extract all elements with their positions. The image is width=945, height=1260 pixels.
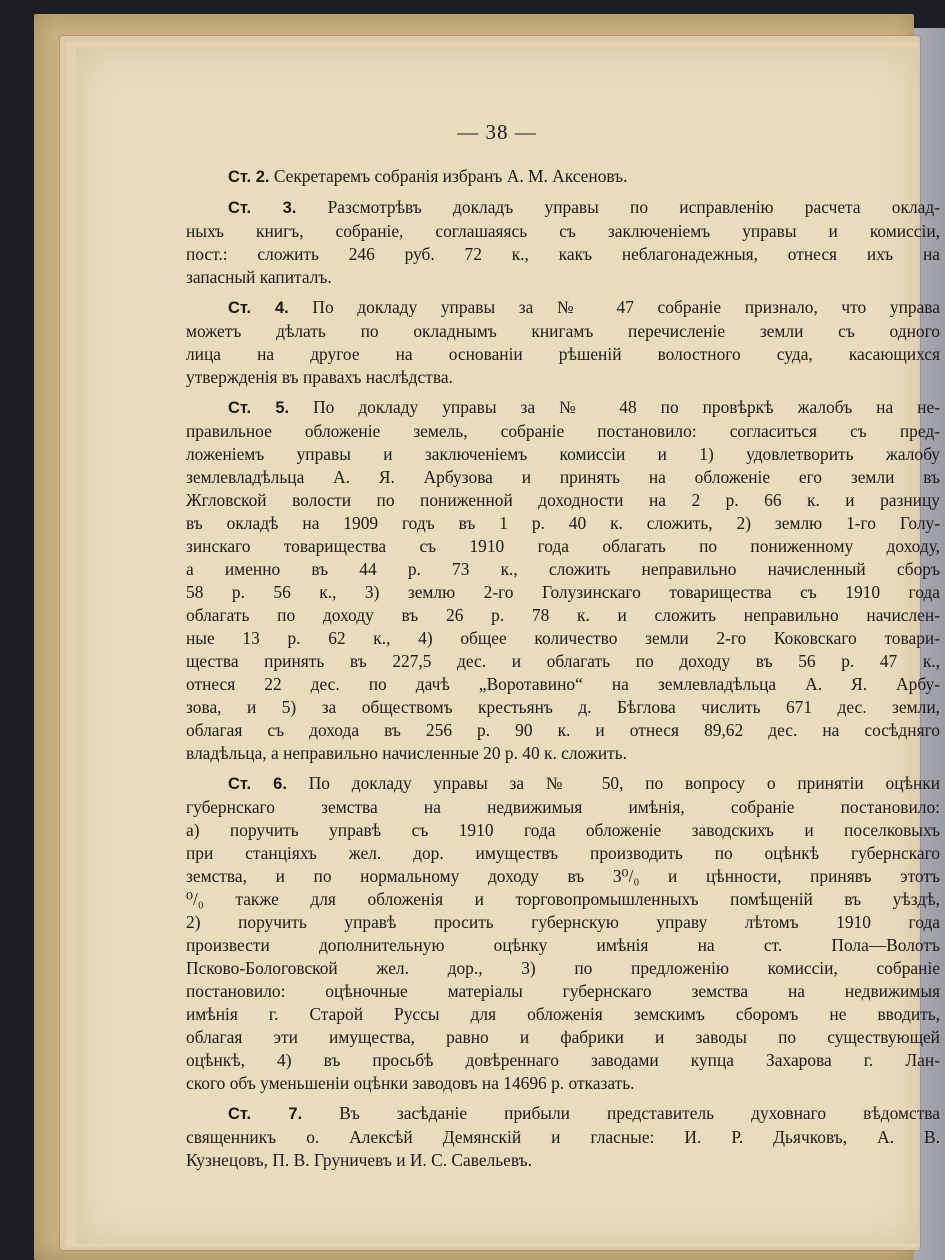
article-label: Ст. 6. — [228, 775, 287, 793]
text-line: ныхъ книгъ, собраніе, соглашаяясь съ заключеніемъ управы и комиссіи, — [186, 221, 940, 241]
text-line: можетъ дѣлать по окладнымъ книгамъ перечисленіе земли съ одного — [186, 321, 940, 341]
text-line: Ст. 7. Въ засѣданіе прибыли представитель духовнаго вѣдомства — [228, 1103, 940, 1123]
page-text — [186, 165, 940, 1179]
text-line: запасный капиталъ. — [186, 267, 332, 287]
text-line: Жгловской волости по пониженной доходности на 2 р. 66 к. и разницу — [186, 490, 940, 510]
text-line: постановило: оцѣночные матеріалы губернскаго земства на недвижимыя — [186, 981, 940, 1001]
text-line: ⁰/₀ также для обложенія и торговопромышленныхъ помѣщеній въ уѣздѣ, — [186, 889, 940, 909]
text-line: щества принять въ 227,5 дес. и облагать по доходу въ 56 р. 47 к., — [186, 651, 940, 671]
text-line: священникъ о. Алексѣй Демянскій и гласные: И. Р. Дьячковъ, А. В. — [186, 1127, 940, 1147]
text-line: 58 р. 56 к., 3) землю 2-го Голузинскаго товарищества съ 1910 года — [186, 582, 940, 602]
text-line: ложеніемъ управы и заключеніемъ комиссіи и 1) удовлетворить жалобу — [186, 444, 940, 464]
text-line: Ст. 6. По докладу управы за № 50, по вопросу о принятіи оцѣнки — [228, 773, 941, 793]
text-line: губернскаго земства на недвижимыя имѣнія, собраніе постановило: — [186, 797, 940, 817]
book-page — [76, 48, 941, 1244]
article-4 — [186, 296, 940, 389]
article-2 — [186, 165, 940, 189]
article-label: Ст. 7. — [228, 1105, 303, 1123]
text-line: облагать по доходу въ 26 р. 78 к. и сложить неправильно начислен- — [186, 605, 940, 625]
article-6 — [186, 772, 940, 1095]
text-line: а) поручить управѣ съ 1910 года обложеніе заводскихъ и поселковыхъ — [186, 820, 940, 840]
text-line: правильное обложеніе земель, собраніе постановило: согласиться съ пред- — [186, 421, 940, 441]
text-line: земства, и по нормальному доходу въ 3⁰/₀ и цѣнности, принявъ этотъ — [186, 866, 940, 886]
text-line: отнеся 22 дес. по дачѣ „Воротавино“ на землевладѣльца А. Я. Арбу- — [186, 674, 940, 694]
text-line: оцѣнкѣ, 4) въ просьбѣ довѣреннаго заводами купца Захарова г. Лан- — [186, 1050, 940, 1070]
text-line: землевладѣльца А. Я. Арбузова и принять на обложеніе его земли въ — [186, 467, 940, 487]
text-line: пост.: сложить 246 руб. 72 к., какъ неблагонадежныя, отнеся ихъ на — [186, 244, 940, 264]
article-label: Ст. 3. — [228, 199, 297, 217]
text-line: имѣнія г. Старой Руссы для обложенія земскимъ сборомъ не вводить, — [186, 1004, 940, 1024]
text-line: Ст. 3. Разсмотрѣвъ докладъ управы по исправленію расчета оклад- — [228, 197, 940, 217]
text-line: 2) поручить управѣ просить губернскую управу лѣтомъ 1910 года — [186, 912, 940, 932]
text-line: а именно въ 44 р. 73 к., сложить неправильно начисленный сборъ — [186, 559, 940, 579]
text-line: при станціяхъ жел. дор. имуществъ производить по оцѣнкѣ губернскаго — [186, 843, 940, 863]
text-line: ные 13 р. 62 к., 4) общее количество земли 2-го Коковскаго товари- — [186, 628, 940, 648]
text-line: облагая съ дохода въ 256 р. 90 к. и отнеся 89,62 дес. на сосѣдняго — [186, 720, 940, 740]
text-line: облагая эти имущества, равно и фабрики и заводы по существующей — [186, 1027, 940, 1047]
text-line: ского объ уменьшеніи оцѣнки заводовъ на 14696 р. отказать. — [186, 1073, 635, 1093]
article-5 — [186, 396, 940, 765]
text-line: лица на другое на основаніи рѣшеній волостного суда, касающихся — [186, 344, 940, 364]
text-line: Ст. 5. По докладу управы за № 48 по провѣркѣ жалобъ на не- — [228, 397, 940, 417]
article-label: Ст. 5. — [228, 399, 290, 417]
page-number: — 38 — — [457, 120, 537, 144]
article-3 — [186, 196, 940, 289]
text-line: Ст. 2. Секретаремъ собранія избранъ А. М. Аксеновъ. — [228, 166, 628, 186]
text-line: произвести дополнительную оцѣнку имѣнія на ст. Пола—Волотъ — [186, 935, 940, 955]
text-line: зова, и 5) за обществомъ крестьянъ д. Бѣглова числить 671 дес. земли, — [186, 697, 940, 717]
article-label: Ст. 4. — [228, 299, 289, 317]
text-line: Кузнецовъ, П. В. Груничевъ и И. С. Савельевъ. — [186, 1150, 533, 1170]
text-line: Ст. 4. По докладу управы за № 47 собраніе признало, что управа — [228, 297, 940, 317]
text-line: зинскаго товарищества съ 1910 года облагать по пониженному доходу, — [186, 536, 940, 556]
text-line: утвержденія въ правахъ наслѣдства. — [186, 367, 453, 387]
text-line: Псково-Бологовской жел. дор., 3) по предложенію комиссіи, собраніе — [186, 958, 940, 978]
text-line: владѣльца, а неправильно начисленные 20 р. 40 к. сложить. — [186, 743, 628, 763]
text-line: въ окладѣ на 1909 годъ въ 1 р. 40 к. сложить, 2) землю 1-го Голу- — [186, 513, 940, 533]
article-label: Ст. 2. — [228, 168, 270, 186]
article-7 — [186, 1102, 940, 1172]
